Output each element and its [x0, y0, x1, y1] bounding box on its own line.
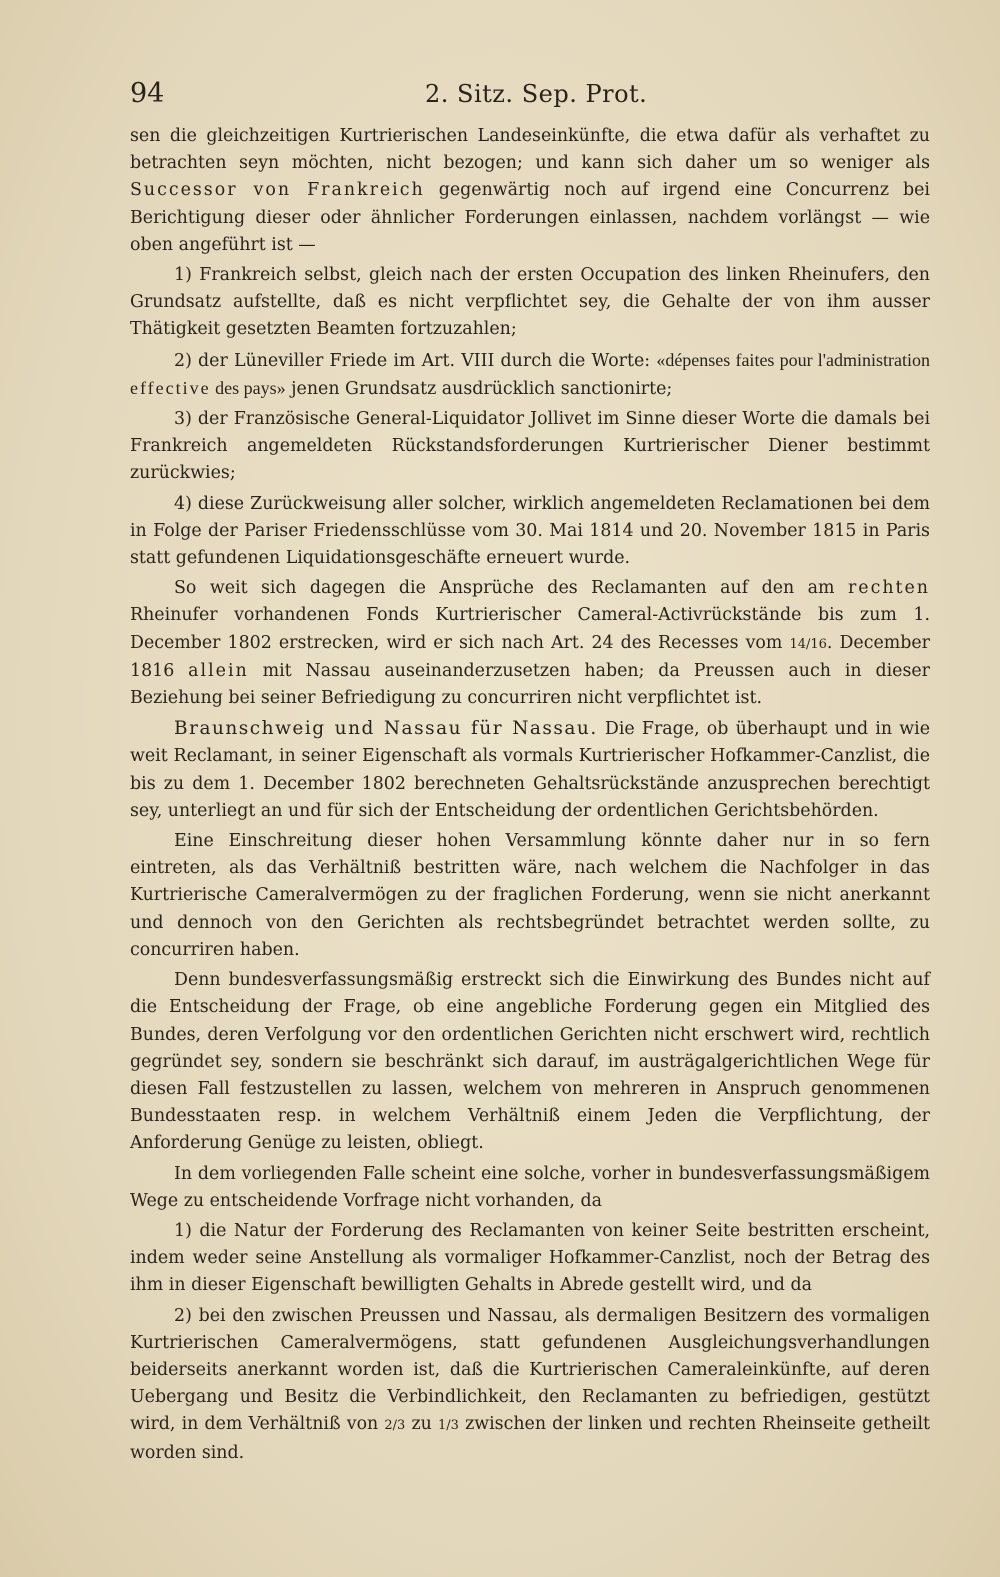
list-item: 1) die Natur der Forderung des Reclamanten von keiner Seite bestritten erscheint, indem weder seine Anstellung als vormaliger Hofkammer-Canzlist, noch der Betrag des ihm in dieser Eigenschaft bewilligten Gehalts in Abrede gestellt wird, und da	[130, 1220, 930, 1296]
text-run: sen die gleichzeitigen Kurtrierischen Landeseinkünfte, die etwa dafür als verhaftet zu betrachten seyn möchten, nicht bezogen; und kann sich daher um so weniger als	[130, 126, 930, 174]
text-run: . December 1816	[130, 632, 930, 681]
spaced-text: Successor von Frankreich	[130, 180, 425, 201]
paragraph	[130, 575, 930, 712]
text-run: zwischen der linken und rechten Rheinseite getheilt worden sind.	[130, 1414, 930, 1463]
paragraph: Denn bundesverfassungsmäßig erstreckt sich die Einwirkung des Bundes nicht auf die Entscheidung der Frage, ob eine angebliche Forderung gegen ein Mitglied des Bundes, deren Verfolgung vor den ordentlichen Gerichten nicht erschwert wird, rechtlich gegründet sey, sondern sie beschränkt sich darauf, im austrägalgerichtlichen Wege für diesen Fall festzustellen zu lassen, welchem von mehreren in Anspruch genommenen Bundesstaaten resp. in welchem Verhältniß einem Jeden die Verpflichtung, der Anforderung Genüge zu leisten, obliegt.	[130, 970, 930, 1154]
text-run: gegenwärtig noch auf irgend eine Concurrenz bei Berichtigung dieser oder ähnlicher Forderungen einlassen, nachdem vorlängst — wie oben angeführt ist —	[130, 180, 930, 255]
text-run: 2) der Lüneviller Friede im Art. VIII durch die Worte:	[174, 350, 657, 371]
body-text	[130, 123, 930, 1470]
text-run: Die Frage, ob überhaupt und in wie weit Reclamant, in seiner Eigenschaft als vormals Kurtrierischer Hofkammer-Canzlist, die bis zu dem 1. December 1802 berechneten Gehaltsrückstände anzusprechen berechtigt sey, unterliegt an und für sich der Entscheidung der ordentlichen Gerichtsbehörden.	[130, 719, 930, 821]
spaced-text: rechten	[847, 578, 930, 599]
text-run: So weit sich dagegen die Ansprüche des Reclamanten auf den am	[174, 578, 848, 599]
spaced-text: effective	[130, 377, 211, 398]
paragraph: In dem vorliegenden Falle scheint eine solche, vorher in bundesverfassungsmäßigem Wege zu entscheidende Vorfrage nicht vorhanden, da	[130, 1163, 930, 1211]
text-run: jenen Grundsatz ausdrücklich sanctionirte;	[285, 378, 673, 399]
fraction: 14/16	[789, 636, 827, 652]
section-run-in-heading: Braunschweig und Nassau für Nassau.	[174, 718, 598, 740]
spaced-text: allein	[188, 660, 249, 681]
text-run: 2) bei den zwischen Preussen und Nassau, als dermaligen Besitzern des vormaligen Kurtrierischen Cameralvermögens, statt gefundenen Ausgleichungsverhandlungen beiderseits anerkannt worden ist, daß die Kurtrierischen Cameraleinkünfte, auf deren Uebergang und Besitz die Verbindlichkeit, den Reclamanten zu befriedigen, gestützt wird, in dem Verhältniß von	[130, 1305, 930, 1435]
quote-text: «dépenses faites pour l'administration	[656, 349, 930, 370]
running-head: 2. Sitz. Sep. Prot.	[425, 80, 648, 108]
fraction: 2/3	[384, 1418, 406, 1434]
page-number: 94	[130, 78, 165, 109]
list-item: 1) Frankreich selbst, gleich nach der ersten Occupation des linken Rheinufers, den Grundsatz aufstellte, daß es nicht verpflichtet sey, die Gehalte der von ihm ausser Thätigkeit gesetzten Beamten fortzuzahlen;	[130, 265, 930, 340]
paragraph	[130, 715, 930, 825]
text-run: zu	[405, 1414, 438, 1435]
paragraph: Eine Einschreitung dieser hohen Versammlung könnte daher nur in so fern eintreten, als das Verhältniß bestritten wäre, nach welchem die Nachfolger in das Kurtrierische Cameralvermögen zu der fraglichen Forderung, wenn sie nicht anerkannt und dennoch von den Gerichten als rechtsbegründet betrachtet werden sollte, zu concurriren haben.	[130, 831, 930, 960]
text-run: Rheinufer vorhandenen Fonds Kurtrierischer Cameral-Activrückstände bis zum 1. December 1802 erstrecken, wird er sich nach Art. 24 des Recesses vom	[130, 605, 930, 653]
list-item	[130, 1303, 930, 1467]
list-item: 3) der Französische General-Liquidator Jollivet im Sinne dieser Worte die damals bei Frankreich angemeldeten Rückstandsforderungen Kurtrierischer Diener bestimmt zurückwies;	[130, 409, 930, 484]
fraction: 1/3	[438, 1418, 459, 1434]
quote-text: des pays»	[210, 377, 286, 398]
paragraph	[130, 123, 930, 259]
page-header	[130, 78, 930, 118]
text-run: mit Nassau auseinanderzusetzen haben; da Preussen auch in dieser Beziehung bei seiner Befriedigung zu concurriren nicht verpflichtet ist.	[130, 660, 930, 709]
list-item: 4) diese Zurückweisung aller solcher, wirklich angemeldeten Reclamationen bei dem in Folge der Pariser Friedensschlüsse vom 30. Mai 1814 und 20. November 1815 in Paris statt gefundenen Liquidationsgeschäfte erneuert wurde.	[130, 493, 930, 569]
list-item	[130, 347, 930, 403]
